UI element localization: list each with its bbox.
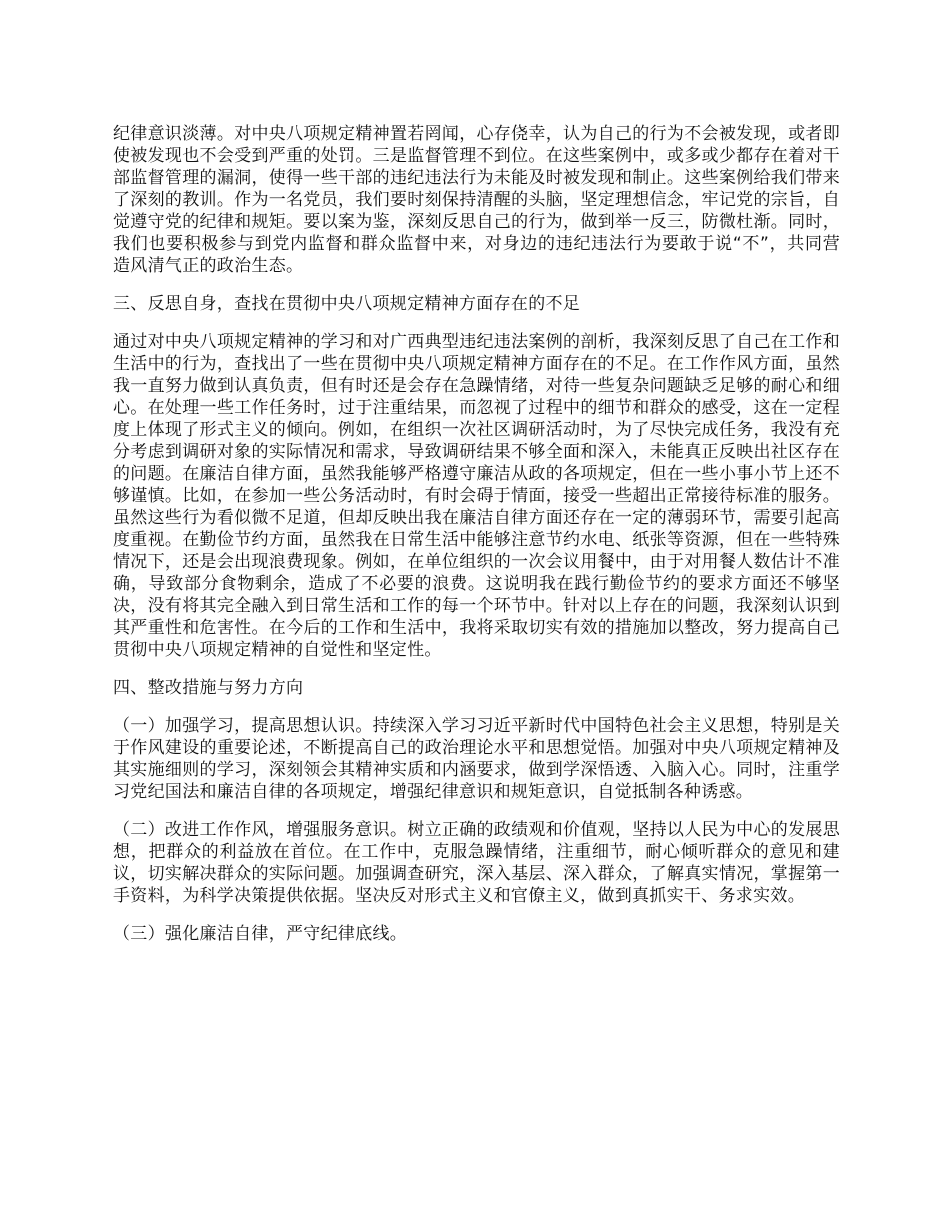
document-body	[113, 123, 840, 961]
section-heading-4: 四、整改措施与努力方向	[113, 678, 304, 698]
paragraph-measure-2: （二）改进工作作风，增强服务意识。树立正确的政绩观和价值观，坚持以人民为中心的发展思想，把群众的利益放在首位。在工作中，克服急躁情绪，注重细节，耐心倾听群众的意见和建议，切实解决群众的实际问题。加强调查研究，深入基层、深入群众，了解真实情况，掌握第一手资料，为科学决策提供依据。坚决反对形式主义和官僚主义，做到真抓实干、务求实效。	[113, 820, 840, 906]
paragraph-self-reflection: 通过对中央八项规定精神的学习和对广西典型违纪违法案例的剖析，我深刻反思了自己在工作和生活中的行为，查找出了一些在贯彻中央八项规定精神方面存在的不足。在工作作风方面，虽然我一直努力做到认真负责，但有时还是会存在急躁情绪，对待一些复杂问题缺乏足够的耐心和细心。在处理一些工作任务时，过于注重结果，而忽视了过程中的细节和群众的感受，这在一定程度上体现了形式主义的倾向。例如，在组织一次社区调研活动时，为了尽快完成任务，我没有充分考虑到调研对象的实际情况和需求，导致调研结果不够全面和深入，未能真正反映出社区存在的问题。在廉洁自律方面，虽然我能够严格遵守廉洁从政的各项规定，但在一些小事小节上还不够谨慎。比如，在参加一些公务活动时，有时会碍于情面，接受一些超出正常接待标准的服务。虽然这些行为看似微不足道，但却反映出我在廉洁自律方面还存在一定的薄弱环节，需要引起高度重视。在勤俭节约方面，虽然我在日常生活中能够注意节约水电、纸张等资源，但在一些特殊情况下，还是会出现浪费现象。例如，在单位组织的一次会议用餐中，由于对用餐人数估计不准确，导致部分食物剩余，造成了不必要的浪费。这说明我在践行勤俭节约的要求方面还不够坚决，没有将其完全融入到日常生活和工作的每一个环节中。针对以上存在的问题，我深刻认识到其严重性和危害性。在今后的工作和生活中，我将采取切实有效的措施加以整改，努力提高自己贯彻中央八项规定精神的自觉性和坚定性。	[113, 332, 840, 660]
paragraph-measure-3: （三）强化廉洁自律，严守纪律底线。	[113, 924, 408, 944]
paragraph-measure-1: （一）加强学习，提高思想认识。持续深入学习习近平新时代中国特色社会主义思想，特别是关于作风建设的重要论述，不断提高自己的政治理论水平和思想觉悟。加强对中央八项规定精神及其实施细则的学习，深刻领会其精神实质和内涵要求，做到学深悟透、入脑入心。同时，注重学习党纪国法和廉洁自律的各项规定，增强纪律意识和规矩意识，自觉抵制各种诱惑。	[113, 716, 840, 802]
section-heading-3: 三、反思自身，查找在贯彻中央八项规定精神方面存在的不足	[113, 294, 581, 314]
paragraph-lessons: 纪律意识淡薄。对中央八项规定精神置若罔闻，心存侥幸，认为自己的行为不会被发现，或者即使被发现也不会受到严重的处罚。三是监督管理不到位。在这些案例中，或多或少都存在着对干部监督管理的漏洞，使得一些干部的违纪违法行为未能及时被发现和制止。这些案例给我们带来了深刻的教训。作为一名党员，我们要时刻保持清醒的头脑，坚定理想信念，牢记党的宗旨，自觉遵守党的纪律和规矩。要以案为鉴，深刻反思自己的行为，做到举一反三，防微杜渐。同时，我们也要积极参与到党内监督和群众监督中来，对身边的违纪违法行为要敢于说“不”，共同营造风清气正的政治生态。	[113, 124, 840, 276]
